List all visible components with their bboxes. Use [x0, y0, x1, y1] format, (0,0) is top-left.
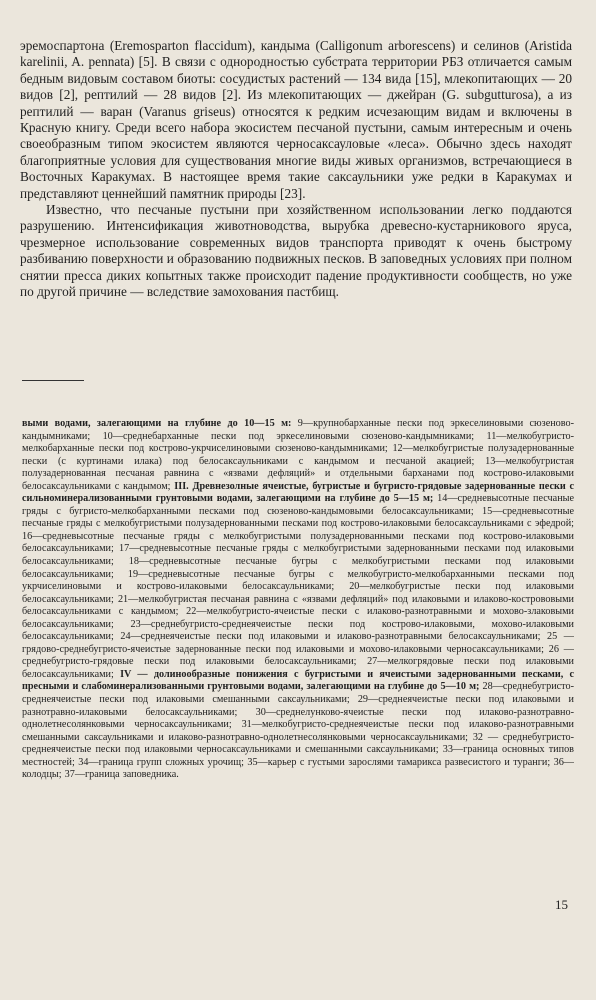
- body-text: [20, 38, 572, 301]
- legend-text-3: 28—среднебугристо-среднеячеистые пески под илаковыми смешанными саксаульниками; 29—среднеячеистые пески под илаковыми и разнотравно-илаковыми белосаксаульниками; 30—среднелунково-ячеистые пески под илаково-разнотравно-однолетнесолянковыми черносаксаульниками; 31—мелкобугристо-среднеячеистые пески под илаково-разнотравными смешанными саксаульниками и илаково-разнотравно-однолетнесолянковыми черносаксаульниками; 32 — среднебугристо-среднеячеистые пески под илаковыми черносаксаульниками и смешанными саксаульниками; 33—граница основных типов местностей; 34—граница групп сложных урочищ; 35—карьер с густыми зарослями тамарикса развесистого и туранги; 36—колодцы; 37—граница заповедника.: [22, 681, 574, 781]
- map-legend-caption: [22, 418, 574, 782]
- footnote-divider: [22, 380, 84, 381]
- legend-bold-2: III. Древнезолные ячеистые, бугристые и бугристо-грядовые задернованные пески с сильноминерализованными грунтовыми водами, залегающими на глубине до 5—15 м;: [22, 480, 574, 505]
- legend-bold-3: IV — долинообразные понижения с бугристыми и ячеистыми задернованными песками, с пресными и слабоминерализованными грунтовыми водами, залегающими на глубине до 5—10 м;: [22, 668, 574, 693]
- paragraph-2: Известно, что песчаные пустыни при хозяйственном использовании легко поддаются разрушению. Интенсификация животноводства, вырубка древесно-кустарникового яруса, чрезмерное использование современных видов транспорта приводят к очень быстрому разбиванию поверхности и образованию подвижных песков. В заповедных условиях при полном снятии пресса диких копытных также происходит падение продуктивности сообществ, но уже по другой причине — вследствие замохования пастбищ.: [20, 202, 572, 300]
- legend-text-2: 14—средневысотные песчаные гряды с бугристо-мелкобарханными песками под сюзеново-кандымовыми белосаксаульниками; 15—средневысотные песчаные гряды с мелкобугристыми полузадернованными песками под кострово-илаковыми белосаксаульниками с эфедрой; 16—средневысотные песчаные гряды с мелкобугристыми полузадернованными песками под кострово-илаковыми белосаксаульниками; 17—средневысотные песчаные гряды с мелкобугристыми задернованными песками под илаковыми белосаксаульниками; 18—средневысотные песчаные бугры с мелкобугристыми песками под илаковыми белосаксаульниками; 19—средневысотные песчаные бугры с мелкобугристо-мелкобарханными песками под укрчиселиновыми и кострово-илаковыми белосаксаульниками; 20—мелкобугристые пески под илаковыми белосаксаульниками; 21—мелкобугристая песчаная равнина с «язвами дефляций» под илаковыми и илаково-кострововыми белосаксаульниками с кандымом; 22—мелкобугристо-ячеистые пески с илаково-разнотравными и мохово-злаковыми белосаксаульниками; 23—среднебугристо-среднеячеистые пески под кострово-илаковыми, мохово-илаковыми белосаксаульниками; 24—среднеячеистые пески под илаковыми и илаково-разнотравными белосаксаульниками; 25 — грядово-среднебугристо-ячеистые задернованные пески под илаковыми и мохово-илаковыми черносаксаульниками; 26 — среднебугристо-грядовые пески под илаковыми белосаксаульниками; 27—мелкогрядовые пески под илаковыми белосаксаульниками;: [22, 493, 575, 680]
- legend-bold-1: выми водами, залегающими на глубине до 10—15 м:: [22, 418, 292, 429]
- legend-text-1: 9—крупнобарханные пески под эркеселиновыми сюзеново-кандымниками; 10—среднебарханные пески под эркеселиновыми сюзеново-кандымниками; 11—мелкобугристо-мелкобарханные пески под кострово-укрчиселиновыми сюзеново-кандымниками; 12—мелкобугристые полузадернованные пески (с куртинами илака) под белосаксаульниками с кандымом и песчаной акацией; 13—мелкобугристая полузадернованная песчаная равнина с «язвами дефляций» и отдельными барханами под кострово-илаковыми белосаксаульниками с кандымом;: [22, 418, 574, 492]
- page-number: 15: [555, 897, 568, 912]
- paragraph-1: эремоспартона (Eremosparton flaccidum), кандыма (Calligonum arborescens) и селинов (Aristida karelinii, A. pennata) [5]. В связи с однородностью субстрата территории РБЗ отличается самым бедным видовым составом биоты: сосудистых растений — 134 вида [15], млекопитающих — 20 видов [2], рептилий — 28 видов [2]. Из млекопитающих — джейран (G. subgutturosa), а из рептилий — варан (Varanus griseus) относятся к редким исчезающим видам и включены в Красную книгу. Среди всего набора экосистем песчаной пустыни, самым интересным и очень своеобразным типом экосистем являются черносаксауловые «леса». Обычно здесь находят благоприятные условия для существования многие виды живых организмов, встречающиеся в Восточных Каракумах. В настоящее время такие саксаульники уже редки в Каракумах и представляют ценнейший памятник природы [23].: [20, 38, 572, 201]
